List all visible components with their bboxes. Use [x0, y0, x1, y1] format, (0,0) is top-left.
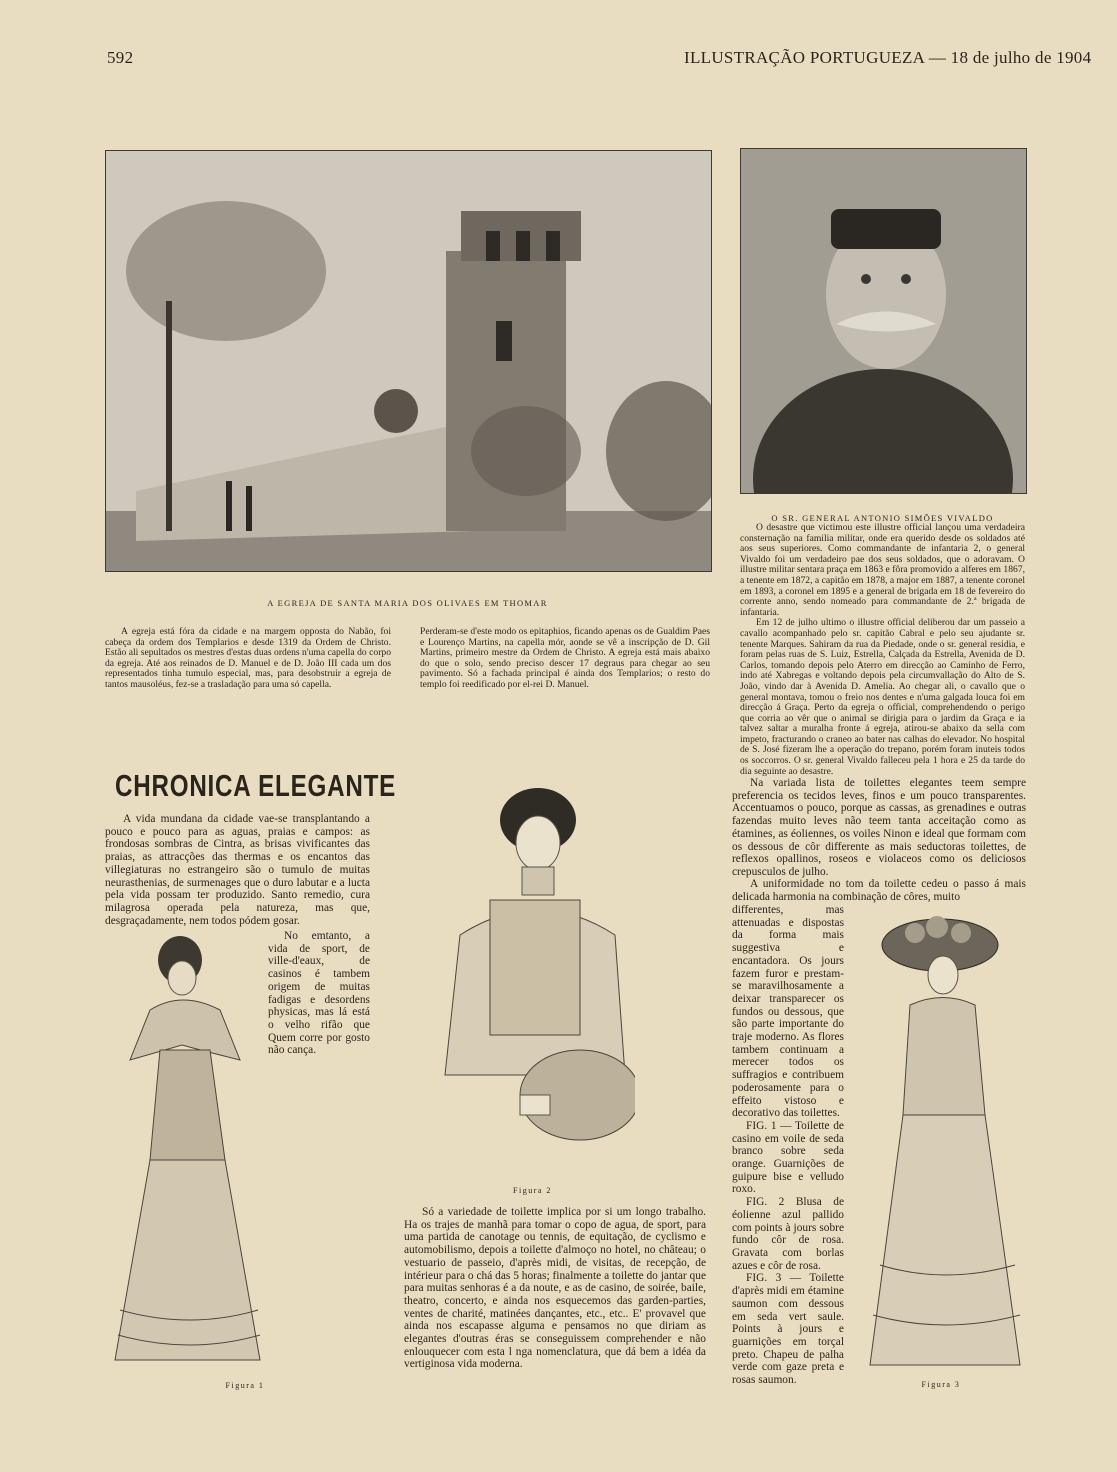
chronica-title: CHRONICA ELEGANTE [115, 768, 397, 803]
page-number: 592 [107, 48, 134, 67]
figure2-illustration [430, 775, 635, 1165]
figure1-description: FIG. 1 — Toilette de casino em voile de seda branco sobre seda orange. Guarnições de guipure bise e velludo roxo. [732, 1119, 844, 1196]
chronica-middle: Só a variedade de toilette implica por si um longo trabalho. Ha os trajes de manhã para tomar o copo de agua, de sport, para uma partida de canotage ou tennis, de equitação, de cyclismo e automobilismo, depois a toilette d'almoço no hotel, no château; o vestuario de passeio, d'après midi, de visitas, de recepção, de intérieur para o chá das 5 horas; finalmente a toilette do jantar que para muitas senhoras é a da noute, e as de casino, de soirée, baile, theatro, concerto, e ainda nos esquecemos das garden-parties, ventes de charité, matinées dançantes, etc., etc.. E' provavel que ainda nos escapasse alguma e pensamos no que diriam as elegantes d'outras éras se conseguissem comprehender e não enlouquecer com esta l nga nomenclatura, que dá bem a idéa da vertiginosa vida moderna. [404, 1206, 706, 1371]
figure2-label: Figura 2 [513, 1186, 552, 1195]
figure1-illustration [110, 930, 268, 1375]
church-text-col2: Perderam-se d'este modo os epitaphios, ficando apenas os de Gualdim Paes e Lourenço Martins, na capella mór, aonde se vê a inscripção de D. Gil Martins, primeiro mestre da Ordem de Christo. A egreja está mais abaixo do que o solo, sendo preciso descer 17 degraus para chegar ao seu pavimento. Só a fachada principal é ainda dos Templarios; o resto do templo foi reedificado por el-rei D. Manuel. [420, 626, 710, 690]
general-portrait [740, 148, 1027, 494]
general-para2: Em 12 de julho ultimo o illustre official deliberou dar um passeio a cavallo acompanhado pelo sr. capitão Cabral e pelo seu ajudante sr. tenente Marques. Sahiram da rua da Piedade, onde o sr. general residia, e foram pelas ruas de S. Luiz, Estrella, Calçada da Estrella, Avenida de D. Carlos, tomando depois pelo Aterro em direcção ao Caminho de Ferro, indo até Xabregas e voltando depois pela circumvallação do Alto de S. João, vindo dar à Avenida D. Amelia. Ao chegar ali, o cavallo que o general montava, tomou o freio nos dentes e n'uma galgada louca foi em direcção á Graça. Perto da egreja o official, comprehendendo o perigo que corria ao vêr que o animal se dirigia para o jardim da Graça e ia talvez saltar a muralha fronte á egreja, atirou-se abaixo da sella com impeto, fracturando o craneo ao bater nas calhas do elevador. No hospital de S. José fizeram lhe a operação do trepano, porém foram inuteis todos os soccorros. O sr. general Vivaldo falleceu pela 1 hora e 25 da tarde do dia seguinte ao desastre. [740, 617, 1025, 777]
figure2-description: FIG. 2 Blusa de éolienne azul pallido com points à jours sobre fundo côr de rosa. Gravata com borlas azues e côr de rosa. [732, 1196, 844, 1272]
chronica-intro: A vida mundana da cidade vae-se transplantando a pouco e pouco para as aguas, praias e campos: as frondosas sombras de Cintra, as brisas vivificantes das praias, as attracções das thermas e os encantos das villegiaturas no estrangeiro são o tumulo de muitas neurasthenias, de surmenages que o duro labutar e a lucta pela vida possam ter produzido. Santo remedio, cura milagrosa operada pela natureza, mas que, desgraçadamente, nem todos pódem gosar. [105, 813, 370, 927]
general-para1: O desastre que victimou este illustre official lançou uma verdadeira consternação na familia militar, onde era querido desde os soldados até aos seus superiores. Como commandante de infantaria 2, o general Vivaldo foi um verdadeiro pae dos seus soldados, que o adoravam. O illustre militar sentara praça em 1863 e fôra promovido a alferes em 1867, a tenente em 1872, a capitão em 1878, a major em 1887, a tenente coronel em 1893, a coronel em 1895 e a general de brigada em 18 de fevereiro do corrente anno, sendo nomeado para commandante de 2.ª brigada de infantaria. [740, 522, 1025, 618]
chronica-right-top2: A uniformidade no tom da toilette cedeu o passo á mais delicada harmonia na combinação de côres, muito [732, 878, 1026, 903]
chronica-side: No emtanto, a vida de sport, de ville-d'eaux, de casinos é tambem origem de muitas fadigas e desordens physicas, mas lá está o velho rifão que Quem corre por gosto não cança. [268, 930, 370, 1057]
figure1-label: Figura 1 [225, 1381, 265, 1390]
church-photo [105, 150, 712, 572]
chronica-right-top: Na variada lista de toilettes elegantes teem sempre preferencia os tecidos leves, finos e um pouco transparentes. Accentuamos o pouco, porque as cassas, as grenadines e outras fazendas muito leves não teem tanta acceitação como as étamines, as éoliennes, os voiles Ninon e ideal que formam com os dessous de côr differente as mais seductoras toilettes, de reflexos opallinos, roseos e violaceos como os deliciosos crepusculos de julho. [732, 777, 1026, 878]
chronica-right-narrow: differentes, mas attenuadas e dispostas da forma mais suggestiva e encantadora. Os jours fazem furor e prestam-se maravilhosamente a deixar transparecer os fundos ou dessous, que são parte importante do traje moderno. As flores tambem continuam a merecer todos os suffragios e contribuem poderosamente para o effeito vistoso e decorativo das toilettes. [732, 904, 844, 1120]
figure3-description: FIG. 3 — Toilette d'après midi em étamine saumon com dessous em seda vert saule. Points à jours e guarnições em torçal preto. Chapeu de palha verde com gaze preta e rosas saumon. [732, 1272, 844, 1387]
figure3-illustration [855, 905, 1027, 1375]
figure3-label: Figura 3 [921, 1380, 961, 1389]
church-text-col1: A egreja está fóra da cidade e na margem opposta do Nabão, foi cabeça da ordem dos Templarios e desde 1319 da Ordem de Christo. Estão ali sepultados os mestres d'estas duas ordens n'uma capella do corpo da egreja. Até aos reinados de D. Manuel e de D. João III cada um dos representados tinha tumulo especial, mas, para desobstruir a egreja de tantos mausoléus, fez-se a trasladação para uma só capella. [105, 626, 391, 690]
general-caption: O SR. GENERAL ANTONIO SIMÕES VIVALDO [771, 513, 994, 523]
church-caption: A EGREJA DE SANTA MARIA DOS OLIVAES EM THOMAR [267, 598, 548, 608]
publication-header: ILLUSTRAÇÃO PORTUGUEZA — 18 de julho de 1904 [684, 48, 1092, 67]
